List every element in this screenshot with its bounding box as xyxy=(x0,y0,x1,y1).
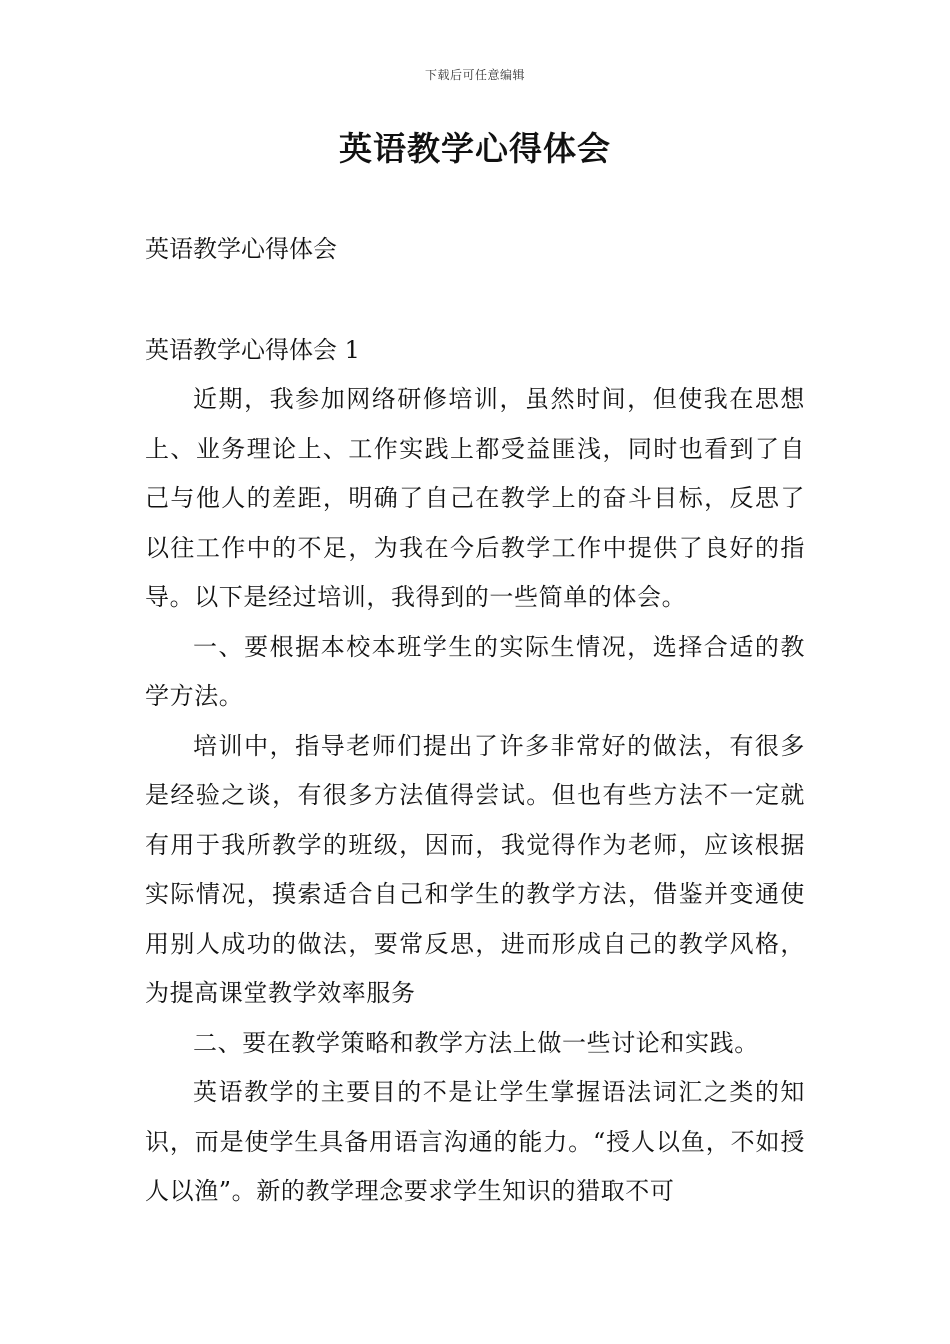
paragraph: 培训中，指导老师们提出了许多非常好的做法，有很多是经验之谈，有很多方法值得尝试。但也有些方法不一定就有用于我所教学的班级，因而，我觉得作为老师，应该根据实际情况，摸索适合自己和学生的教学方法，借鉴并变通使用别人成功的做法，要常反思，进而形成自己的教学风格，为提高课堂教学效率服务 xyxy=(145,731,805,1007)
paragraph: 二、要在教学策略和教学方法上做一些讨论和实践。 xyxy=(193,1028,759,1057)
header-note: 下载后可任意编辑 xyxy=(424,68,525,82)
document-subtitle: 英语教学心得体会 xyxy=(145,235,337,263)
document-title: 英语教学心得体会 xyxy=(339,129,611,168)
paragraph: 近期，我参加网络研修培训，虽然时间，但使我在思想上、业务理论上、工作实践上都受益匪浅，同时也看到了自己与他人的差距，明确了自己在教学上的奋斗目标，反思了以往工作中的不足，为我在今后教学工作中提供了良好的指导。以下是经过培训，我得到的一些简单的体会。 xyxy=(145,385,805,611)
paragraph: 一、要根据本校本班学生的实际生情况，选择合适的教学方法。 xyxy=(145,632,805,710)
section-heading: 英语教学心得体会 1 xyxy=(145,336,360,364)
paragraph: 英语教学的主要目的不是让学生掌握语法词汇之类的知识，而是使学生具备用语言沟通的能力。“授人以鱼，不如授人以渔”。新的教学理念要求学生知识的猎取不可 xyxy=(145,1078,805,1205)
body-text xyxy=(145,375,805,1217)
